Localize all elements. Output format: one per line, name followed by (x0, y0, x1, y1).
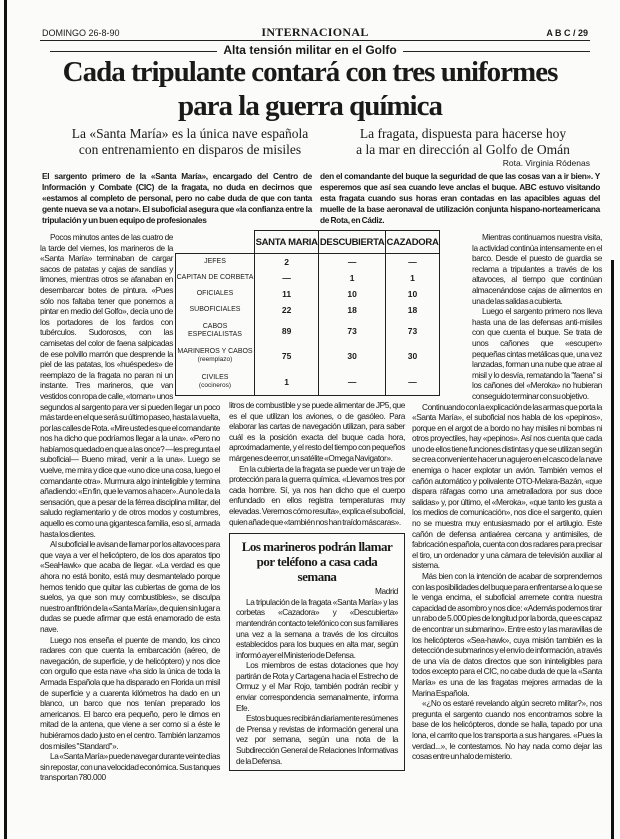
row-label-note: (reemplazo) (197, 356, 233, 364)
column-header: SANTA MARIA (255, 231, 319, 254)
row-label-text: CIVILES (201, 374, 229, 382)
subhead-right-line: a la mar en dirección al Golfo de Omán (356, 142, 570, 157)
paragraph: Al suboficial le avisan de llamar por los altavoces para que vaya a ver el helicóptero, de los dos aparatos tipo «SeaHawk» que acaba de llegar. «La verdad es que ahora no está bonito, está muy desmantelado porque hemos tenido que quitar las cubiertas de goma de los suelos, ya que son muy combustibles», se disculpa nuestro anfitrión de la «Santa María», de quien sin lugar a dudas se puede afirmar que está enamorado de esta nave. (40, 539, 220, 634)
paragraph: Estos buques recibirán diariamente resúmenes de Prensa y revistas de información general una vez por semana, según una nota de la Subdirección General de Relaciones Informativas de la Defensa. (236, 713, 398, 766)
article-column-3 (412, 232, 602, 762)
box-title: Los marineros podrán llamar por teléfono a casa cada semana (241, 539, 393, 585)
subhead-right (318, 126, 608, 158)
kicker: Alta tensión militar en el Golfo (0, 43, 620, 57)
paragraph: Luego el sargento primero nos lleva hasta una de las defensas anti-misiles con que cuenta el buque. Se trata de unos cañones que «escupen» pequeñas cintas metálicas que, una vez lanzadas, forman una nube que atrae al misil y lo desvía, rematando la "faena" si los cañones del «Meroka» no hubieran conseguido terminar con su objetivo. (472, 306, 602, 401)
row-label-text: SUBOFICIALES (189, 306, 241, 314)
table-cell: 1 (255, 369, 319, 395)
article-column-2 (229, 400, 405, 771)
table-cell: 73 (386, 318, 440, 344)
lead-right: den el comandante del buque la seguridad de que las cosas van a ir bien». Y esperemos que así sea cuando leve anclas el buque. ABC estuvo visitando esta fragata cuando sus horas eran contadas en las apacibles aguas del muelle de la base aeronaval de utilización conjunta hispano-norteamericana de Rota, en Cádiz. (320, 171, 600, 225)
paragraph: La «Santa María» puede navegar durante veinte días sin repostar, con una velocidad económica. Sus tanques transportan 780.000 (40, 751, 220, 783)
table-cell: — (319, 369, 386, 395)
headline-line-2: para la guerra química (178, 90, 442, 122)
table-cell: — (386, 254, 440, 271)
table-cell: — (319, 254, 386, 271)
right-margin-bar (611, 260, 614, 839)
subhead-left (40, 126, 340, 158)
table-cell: 2 (255, 254, 319, 271)
table-cell: 11 (255, 286, 319, 302)
paragraph: Luego nos enseña el puente de mando, los cinco radares con que cuenta la embarcación (aéreo, de navegación, de superficie, y de helicóptero) y nos dice con orgullo que esta nave «ha sido la única de toda la Armada Española que ha disparado en Florida un misil de superficie y a cuarenta kilómetros ha dado en un blanco, un barco que nos tenían preparado los americanos. El barco era pequeño, pero le dimos en mitad de la antena, que viene a ser como si a éste le hubiéramos dado justo en el centro. También lanzamos dos misiles "Standard"». (40, 634, 220, 751)
column-header: DESCUBIERTA (319, 231, 386, 254)
table-cell: 10 (386, 286, 440, 302)
paragraph: En la cubierta de la fragata se puede ver un traje de protección para la guerra química. «Llevamos tres por cada hombre. Sí, ya nos han dicho que el cuerpo enfundado en ellos registra temperaturas muy elevadas. Veremos cómo resulta», explica el suboficial, quien añade que «también nos han traído máscaras». (229, 463, 405, 527)
table-cell: 75 (255, 344, 319, 370)
paragraph: Los miembros de estas dotaciones que hoy partirán de Rota y Cartagena hacia el Estrecho de Ormuz y el Mar Rojo, también podrán recibir y enviar correspondencia semanalmente, informa Efe. (236, 660, 398, 713)
sidebar-box (229, 533, 405, 771)
box-dateline: Madrid (375, 586, 398, 597)
paragraph: «¿No os estaré revelando algún secreto militar?», nos pregunta el sargento cuando nos encontramos sobre la base de los helicópteros, donde se halla, tapado por una lona, el carrito que los transporta a sus hangares. «Pues la verdad...», le contestamos. No hay nada como dejar las cosas entre un halo de misterio. (412, 698, 602, 762)
row-label-text: OFICIALES (196, 290, 234, 298)
row-label-text: MARINEROS Y CABOS (177, 348, 253, 356)
table-cell: 18 (386, 302, 440, 318)
table-cell: — (255, 270, 319, 286)
paragraph: litros de combustible y se puede alimentar de JP5, que es el que utilizan los aviones, o de gasóleo. Para elaborar las cartas de navegación utilizan, para saber cuál es la posición exacta del buque cada hora, aproximadamente, y el resto del tiempo con pequeños márgenes de error, un satélite «Omega Navigator». (229, 400, 405, 463)
subhead-left-line: con entrenamiento en disparos de misiles (78, 142, 302, 157)
paragraph: Continuando con la explicación de las armas que porta la «Santa María», el suboficial nos habla de los «pepinos», porque en el argot de a bordo no hay misiles ni bombas ni otros proyectiles, hay «pepinos». Así nos cuenta que cada uno de ellos tiene funciones distintas y que se utilizan según se crea conveniente hacer un agujero en el casco de la nave enemiga o hacer explotar un avión. También vemos el cañón automático y polivalente OTO-Melara-Bazán, «que dispara ráfagas como una ametralladora por sus doce salidas» y, por último, el «Meroka», «que tanto les gusta a los medios de comunicación», nos dice el sargento, quien no se muestra muy entusiasmado por el artilugio. Este cañón de defensa antiaérea cercana y antimisiles, de fabricación española, cuenta con dos radares para precisar el tiro, un ordenador y una cámara de televisión auxiliar al sistema. (412, 401, 602, 571)
page-number: A B C / 29 (546, 28, 588, 38)
byline: Rota. Virginia Ródenas (502, 158, 590, 168)
table-cell: 18 (319, 302, 386, 318)
row-label-text: CABOS ESPECIALISTAS (188, 322, 242, 338)
row-label-note: (cocineros) (198, 382, 232, 390)
paragraph: Más bien con la intención de acabar de sorprendernos con las posibilidades del buque para enfrentarse a lo que se le venga encima, el suboficial arremete contra nuestra capacidad de asombro y nos dice: «Además podemos tirar un rabo de 5.000 pies de longitud por la borda, que es capaz de encontrar un submarino». Entre esto y las maravillas de los helicópteros «Sea-hawk», cuya misión también es la detección de submarinos y el envío de información, a través de una vía de datos directos que son ininteligibles para todos excepto para el CIC, no cabe duda de que la «Santa María» es una de las fragatas mejores armadas de la Marina Española. (412, 571, 602, 698)
headline (10, 55, 610, 123)
headline-line-1: Cada tripulante contará con tres uniformes (62, 56, 558, 88)
table-cell: 10 (319, 286, 386, 302)
table-cell: — (386, 369, 440, 395)
table-cell: 30 (386, 344, 440, 370)
paragraph: Mientras continuamos nuestra visita, la actividad continúa intensamente en el barco. Desde el puesto de guardia se reclama a tripulantes a través de los altavoces, al tiempo que continúan almacenándose cajas de alimentos en una de las salidas a cubierta. (472, 232, 602, 306)
table-cell: 89 (255, 318, 319, 344)
subhead-right-line: La fragata, dispuesta para hacerse hoy (359, 126, 567, 141)
table-cell: 1 (386, 270, 440, 286)
lead-left: El sargento primero de la «Santa María», encargado del Centro de Información y Combate (CIC) de la fragata, no duda en decirnos que «estamos al completo de personal, pero no cabe duda de que con tanta gente nueva se va a notar». El suboficial asegura que «la confianza entre la tripulación y un buen equipo de profesionales (42, 171, 312, 225)
page-date: DOMINGO 26-8-90 (42, 28, 120, 38)
table-cell: 1 (319, 270, 386, 286)
row-label-text: CAPITAN DE CORBETA (176, 274, 254, 282)
section-title: INTERNACIONAL (261, 25, 369, 39)
row-label-text: JEFES (204, 258, 226, 266)
table-cell: 22 (255, 302, 319, 318)
table-cell: 30 (319, 344, 386, 370)
left-margin-bar (4, 0, 7, 839)
header-rule (40, 40, 590, 41)
paragraph: Pocos minutos antes de las cuatro de la tarde del viernes, los marineros de la «Santa María» terminaban de cargar sacos de patatas y cajas de sandías y limones, mientras otros se afanaban en desembarcar botes de pintura. «Pues sólo nos faltaba tener que ponernos a pintar en medio del Golfo», decía uno de los portadores de los fardos con tubérculos. Sudorosos, con las camisetas del color de faena salpicadas de ese polvillo marrón que desprende la piel de las patatas, los «huéspedes» de reemplazo de la fragata no paran ni un instante. Tres marineros, que van vestidos con ropa de calle, «toman» unos segundos al sargento para ver si pueden llegar un poco más tarde en el que será su último paseo, hasta la vuelta, por las calles de Rota. «Mire usted es que el comandante nos ha dicho que podríamos llegar a la una». «Pero no habíamos quedado en que a las once? —les pregunta el suboficial— Bueno mirad, venir a la una». Luego se vuelve, me mira y dice que «uno dice una cosa, luego el comandante otra». Murmura algo ininteligible y termina añadiendo: «En fin, que le vamos a hacer». A uno le da la sensación, que a pesar de la férrea disciplina militar, del saludo reglamentario y de otros modos y costumbres, aquello es como una gigantesca familia, eso sí, armada hasta los dientes. (40, 232, 220, 539)
subhead-left-line: La «Santa María» es la única nave española (71, 126, 309, 141)
table-cell: 73 (319, 318, 386, 344)
column-header: CAZADORA (386, 231, 440, 254)
paragraph: La tripulación de la fragata «Santa María» y las corbetas «Cazadora» y «Descubierta» mantendrán contacto telefónico con sus familiares una vez a la semana a través de los circuitos establecidos para los buques en alta mar, según informó ayer el Ministerio de Defensa. (236, 596, 398, 660)
article-column-1 (40, 232, 220, 783)
